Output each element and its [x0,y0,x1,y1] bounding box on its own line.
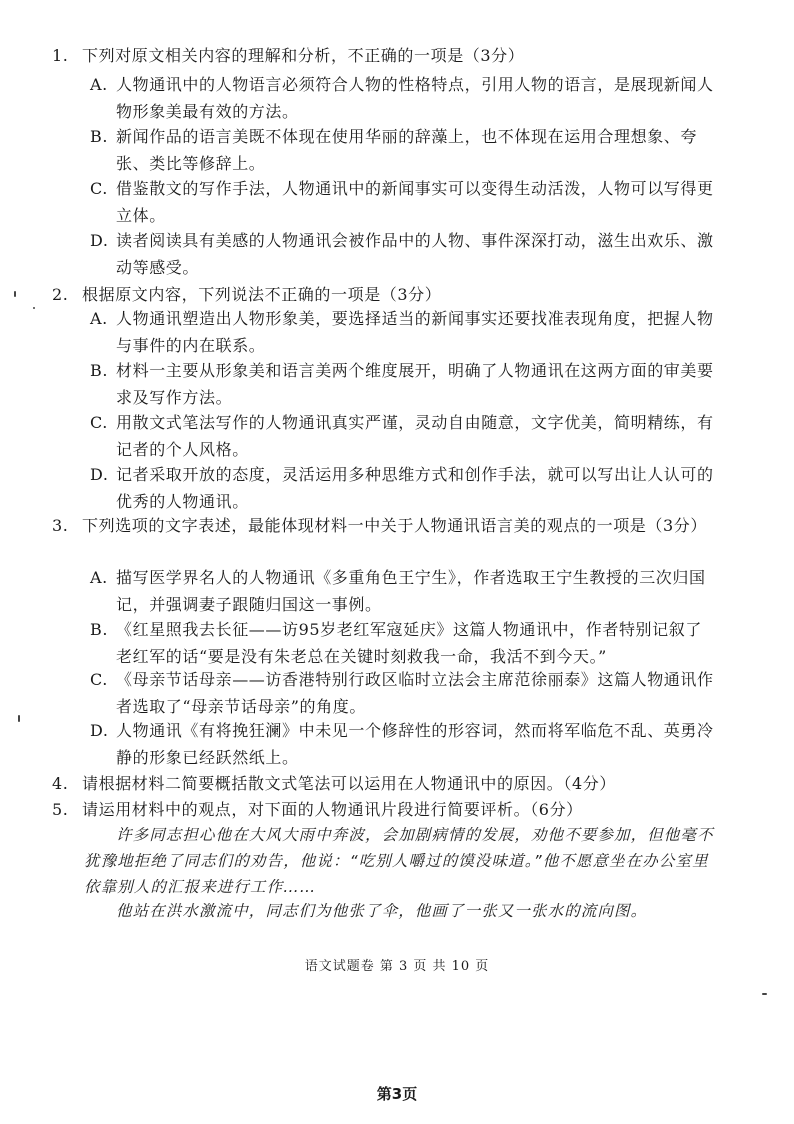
option-letter: D. [90,231,109,250]
option-text: 材料一主要从形象美和语言美两个维度展开，明确了人物通讯在这两方面的审美要求及写作方法。 [116,361,714,407]
excerpt-paragraph-2 [84,898,724,924]
question-stem: 下列对原文相关内容的理解和分析，不正确的一项是（3分） [82,46,525,65]
question-stem: 根据原文内容，下列说法不正确的一项是（3分） [82,285,442,304]
option-text: 新闻作品的语言美既不体现在使用华丽的辞藻上，也不体现在运用合理想象、夸张、类比等修辞上。 [116,127,698,173]
option-3c [90,666,718,720]
page-footer [0,955,794,974]
excerpt-text: 许多同志担心他在大风大雨中奔波，会加剧病情的发展，劝他不要参加，但他毫不犹豫地拒绝了同志们的劝告，他说：“吃别人嚼过的馍没味道。”他不愿意坐在办公室里依靠别人的汇报来进行工作…… [84,826,714,896]
footer-text: 语文试题卷 第 3 页 共 10 页 [304,959,490,974]
scan-speck [762,993,767,995]
option-letter: C. [90,179,108,198]
option-letter: C. [90,413,108,432]
option-text: 记者采取开放的态度，灵活运用多种思维方式和创作手法，就可以写出让人认可的优秀的人物通讯。 [116,465,714,511]
option-3a [90,564,718,618]
option-letter: D. [90,465,109,484]
option-letter: A. [90,75,108,94]
question-stem: 请根据材料二简要概括散文式笔法可以运用在人物通讯中的原因。（4分） [82,774,616,793]
excerpt-paragraph-1 [84,822,724,900]
option-letter: A. [90,568,108,587]
question-1 [52,43,732,68]
option-text: 用散文式笔法写作的人物通讯真实严谨，灵动自由随意，文字优美，简明精练，有记者的个人风格。 [116,413,714,459]
option-letter: C. [90,670,108,689]
option-text: 借鉴散文的写作手法，人物通讯中的新闻事实可以变得生动活泼，人物可以写得更立体。 [116,179,714,225]
option-1a [90,71,718,125]
question-5 [52,797,732,822]
question-2 [52,282,732,307]
scan-speck [18,715,20,722]
option-1b [90,123,718,177]
excerpt-text: 他站在洪水激流中，同志们为他张了伞，他画了一张又一张水的流向图。 [116,902,648,920]
option-3b [90,616,718,670]
page-number-text: 第3页 [376,1085,418,1103]
option-text: 《红星照我去长征——访95岁老红军寇延庆》这篇人物通讯中，作者特别记叙了老红军的话“要是没有朱老总在关键时刻救我一命，我活不到今天。” [116,620,702,666]
option-letter: D. [90,721,109,740]
option-3d [90,717,718,771]
option-text: 人物通讯《有将挽狂澜》中未见一个修辞性的形容词，然而将军临危不乱、英勇冷静的形象已经跃然纸上。 [116,721,714,767]
option-text: 人物通讯中的人物语言必须符合人物的性格特点，引用人物的语言，是展现新闻人物形象美最有效的方法。 [116,75,714,121]
option-letter: B. [90,127,109,146]
question-stem: 请运用材料中的观点，对下面的人物通讯片段进行简要评析。（6分） [82,800,583,819]
option-letter: B. [90,620,109,639]
page-number [0,1083,794,1104]
option-text: 《母亲节话母亲——访香港特别行政区临时立法会主席范徐丽泰》这篇人物通讯作者选取了“母亲节话母亲”的角度。 [116,670,714,716]
option-letter: A. [90,309,108,328]
scan-speck [14,291,16,297]
question-4 [52,771,732,796]
option-2d [90,461,718,515]
option-text: 人物通讯塑造出人物形象美，要选择适当的新闻事实还要找准表现角度，把握人物与事件的内在联系。 [116,309,714,355]
scan-speck [33,307,35,309]
option-letter: B. [90,361,109,380]
option-text: 读者阅读具有美感的人物通讯会被作品中的人物、事件深深打动，滋生出欢乐、激动等感受。 [116,231,714,277]
question-number: 3. [52,516,69,535]
question-3 [52,512,732,539]
option-1c [90,175,718,229]
question-number: 2. [52,285,69,304]
question-stem: 下列选项的文字表述，最能体现材料一中关于人物通讯语言美的观点的一项是（3分） [82,516,707,535]
option-text: 描写医学界名人的人物通讯《多重角色王宁生》，作者选取王宁生教授的三次归国记，并强调妻子跟随归国这一事例。 [116,568,706,614]
question-number: 1. [52,46,69,65]
question-number: 5. [52,800,69,819]
option-2c [90,409,718,463]
option-1d [90,227,718,281]
question-number: 4. [52,774,69,793]
option-2a [90,305,718,359]
option-2b [90,357,718,411]
